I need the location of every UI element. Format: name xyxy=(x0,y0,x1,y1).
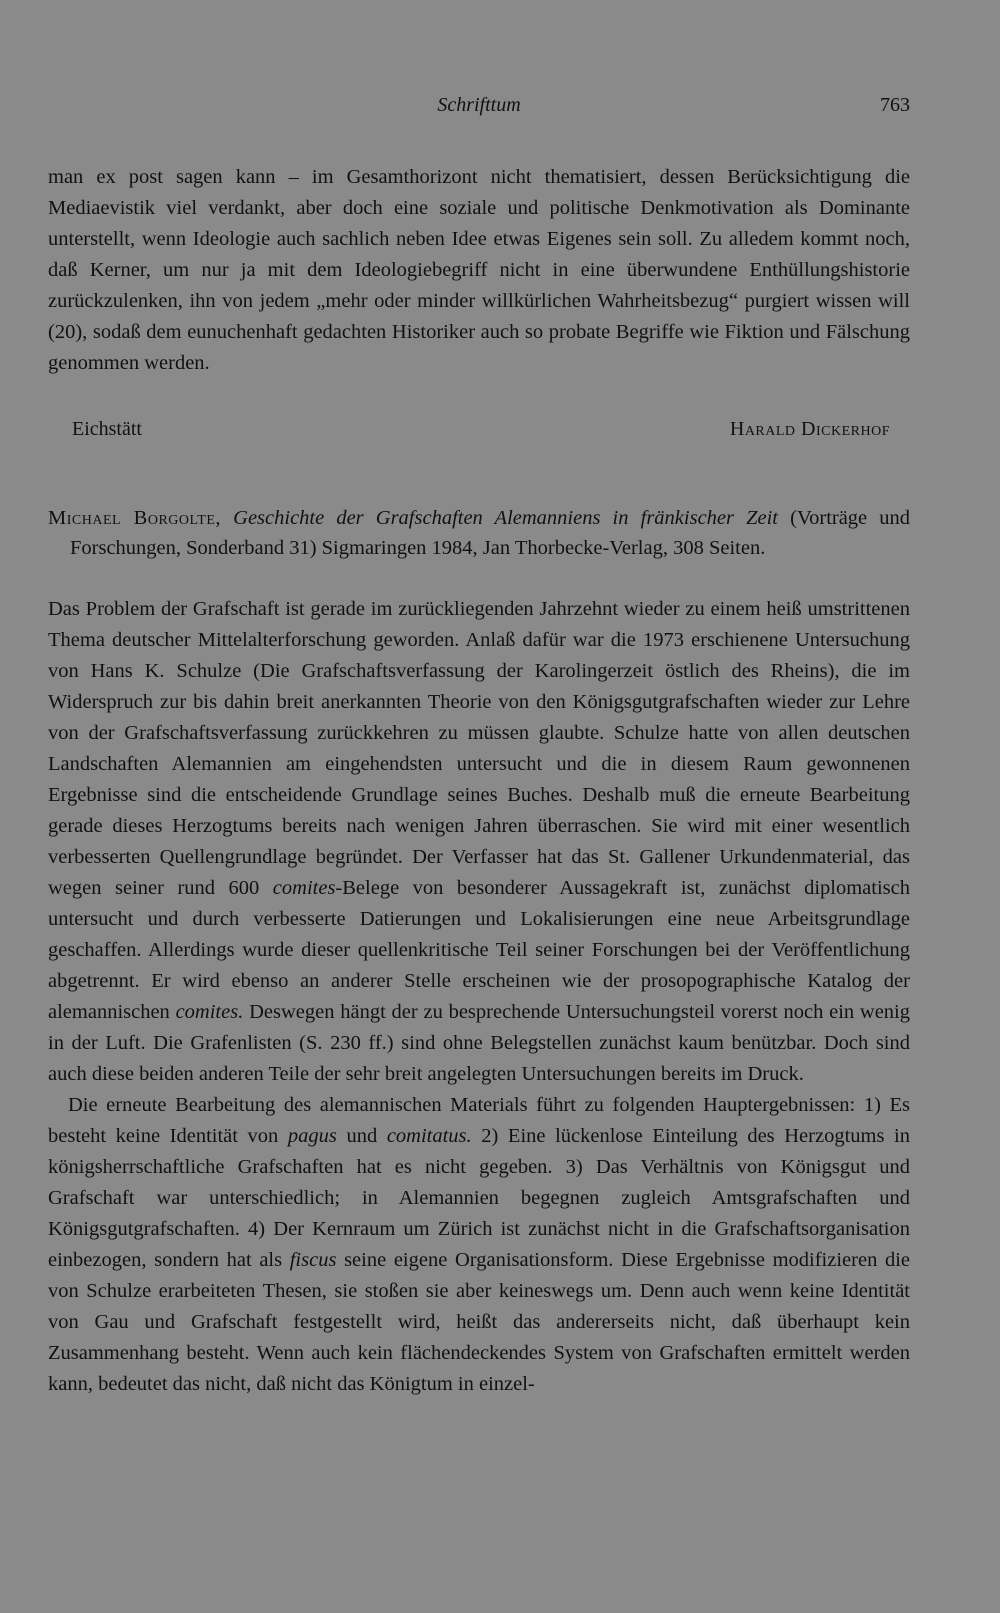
text-run: 2) Eine lückenlose Einteilung des Herzogtums in königsherrschaftliche Grafschaften hat es nicht gegeben. 3) Das Verhältnis von Königsgut und Grafschaft war unterschiedlich; in Alemannien begegnen zugleich Amtsgrafschaften und Königsgutgrafschaften. 4) Der Kernraum um Zürich ist zunächst nicht in die Grafschaftsorganisation einbezogen, sondern hat als xyxy=(48,1125,910,1271)
text-run: Die erneute Bearbeitung des alemannischen Materials führt zu folgenden Hauptergebnissen: 1) Es besteht keine Identität von xyxy=(48,1094,910,1147)
text-run: -Belege von besonderer Aussagekraft ist, zunächst diplomatisch untersucht und durch verbesserte Datierungen und Lokalisierungen eine neue Arbeitsgrundlage geschaffen. Allerdings wurde dieser quellenkritische Teil seiner Forschungen bei der Veröffentlichung abgetrennt. Er wird ebenso an anderer Stelle erscheinen wie der prosopographische Katalog der alemannischen xyxy=(48,877,911,1023)
review-paragraph xyxy=(48,594,910,1090)
review-paragraph xyxy=(48,1090,910,1400)
text-run: seine eigene Organisationsform. Diese Ergebnisse modifizieren die von Schulze erarbeiteten Thesen, sie stoßen sie aber keineswegs um. Denn auch wenn keine Identität von Gau und Grafschaft festgestellt wird, heißt das andererseits nicht, daß überhaupt kein Zusammenhang besteht. Wenn auch kein flächendeckendes System von Grafschaften ermittelt werden kann, bedeutet das nicht, daß nicht das Königtum in einzel- xyxy=(48,1249,910,1395)
review-signature xyxy=(72,418,890,448)
book-citation xyxy=(48,503,910,563)
text-run: Das Problem der Grafschaft ist gerade im zurückliegenden Jahrzehnt wieder zu einem heiß umstrittenen Thema deutscher Mittelalterforschung geworden. Anlaß dafür war die 1973 erschienene Untersuchung von Hans K. Schulze (Die Grafschaftsverfassung der Karolingerzeit östlich des Rheins), die im Widerspruch zur bis dahin breit anerkannten Theorie von den Königsgutgrafschaften wieder zur Lehre von der Grafschaftsverfassung zurückkehren zu müssen glaubte. Schulze hatte von allen deutschen Landschaften Alemannien am eingehendsten untersucht und die in diesem Raum gewonnenen Ergebnisse sind die entscheidende Grundlage seines Buches. Deshalb muß die erneute Bearbeitung gerade dieses Herzogtums bereits nach wenigen Jahren überraschen. Sie wird mit einer wesentlich verbesserten Quellengrundlage begründet. Der Verfasser hat das St. Gallener Urkundenmaterial, das wegen seiner rund 600 xyxy=(48,598,910,899)
running-head xyxy=(48,94,910,122)
italic-term: comites xyxy=(272,877,336,899)
italic-term: comites. xyxy=(175,1001,244,1023)
page-number: 763 xyxy=(880,94,910,116)
signature-place: Eichstätt xyxy=(72,418,142,440)
citation-title: Geschichte der Grafschaften Alemanniens in fränkischer Zeit xyxy=(233,507,778,529)
italic-term: comitatus. xyxy=(386,1125,472,1147)
text-run: und xyxy=(336,1125,387,1147)
text-run: Deswegen hängt der zu besprechende Untersuchungsteil vorerst noch ein wenig in der Luft. Die Grafenlisten (S. 230 ff.) sind ohne Belegstellen zunächst kaum benützbar. Doch sind auch diese beiden anderen Teile der sehr breit angelegten Untersuchungen bereits im Druck. xyxy=(48,1001,910,1085)
italic-term: pagus xyxy=(287,1125,337,1147)
italic-term: fiscus xyxy=(289,1249,337,1271)
review-continuation xyxy=(48,162,910,379)
signature-reviewer: Harald Dickerhof xyxy=(729,418,890,440)
review-body xyxy=(48,594,910,1400)
review-paragraph: man ex post sagen kann – im Gesamthorizont nicht thematisiert, dessen Berücksichtigung die Mediaevistik viel verdankt, aber doch eine soziale und politische Denkmotivation als Dominante unterstellt, wenn Ideologie auch sachlich neben Idee etwas Eigenes sein soll. Zu alledem kommt noch, daß Kerner, um nur ja mit dem Ideologiebegriff nicht in eine überwundene Enthüllungshistorie zurückzulenken, ihn von jedem „mehr oder minder willkürlichen Wahrheitsbezug“ purgiert wissen will (20), sodaß dem eunuchenhaft gedachten Historiker auch so probate Begriffe wie Fiktion und Fälschung genommen werden. xyxy=(48,166,910,374)
running-title: Schrifttum xyxy=(437,94,521,116)
citation-author: Michael Borgolte, xyxy=(48,507,222,529)
citation-details: (Vorträge und Forschungen, Sonderband 31) Sigmaringen 1984, Jan Thorbecke-Verlag, 308 Seiten. xyxy=(70,507,911,559)
